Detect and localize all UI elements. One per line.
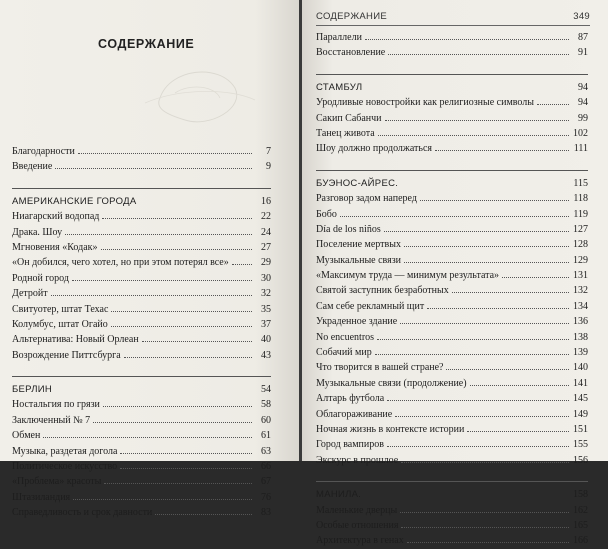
toc-entry-page-number: 22 [261, 211, 271, 223]
toc-entry [12, 286, 271, 301]
toc-entry-title: Ностальгия по грязи [12, 399, 100, 411]
spacer [12, 363, 271, 371]
toc-entry-page-number: 140 [573, 362, 588, 374]
toc-entry [316, 330, 588, 345]
toc-entry-page-number: 134 [573, 300, 588, 312]
toc-entry-page-number: 111 [573, 143, 588, 155]
toc-entry-page-number: 32 [261, 288, 271, 300]
toc-entry [12, 428, 271, 443]
toc-entry-title: Город вампиров [316, 439, 384, 451]
toc-entry [12, 474, 271, 489]
toc-entry [316, 453, 588, 468]
toc-entry-page-number: 156 [573, 454, 588, 466]
toc-section-heading-page-number: 16 [261, 195, 271, 207]
toc-entry-page-number: 83 [261, 507, 271, 519]
toc-section-heading [12, 382, 271, 397]
toc-entry-title: Сам себе рекламный щит [316, 300, 425, 312]
toc-entry [316, 314, 588, 329]
toc-entry-page-number: 119 [573, 208, 588, 220]
toc-entry-title: Уродливые новостройки как религиозные символы [316, 97, 535, 109]
toc-entry-page-number: 91 [578, 47, 588, 59]
toc-entry-page-number: 166 [573, 535, 588, 547]
dot-leader [43, 437, 252, 438]
toc-entry-title: Родной город [12, 272, 69, 284]
dot-leader [470, 385, 569, 386]
toc-entry [316, 299, 588, 314]
dot-leader [120, 468, 252, 469]
dot-leader [404, 262, 569, 263]
dot-leader [73, 499, 252, 500]
dot-leader [111, 311, 252, 312]
toc-entry [316, 126, 588, 141]
toc-entry-page-number: 40 [261, 334, 271, 346]
left-page [0, 0, 300, 519]
section-rule [12, 188, 271, 189]
dot-leader [400, 512, 569, 513]
toc-entry [12, 302, 271, 317]
dot-leader [404, 246, 569, 247]
toc-entry [316, 345, 588, 360]
dot-leader [124, 357, 252, 358]
toc-entry-title: Политическое искусство [12, 461, 118, 473]
toc-entry-page-number: 145 [573, 393, 588, 405]
toc-entry-title: Музыкальные связи (продолжение) [316, 377, 467, 389]
toc-entry-page-number: 139 [573, 347, 588, 359]
dot-leader [103, 406, 252, 407]
toc-entry-page-number: 132 [573, 285, 588, 297]
toc-entry-title: Обмен [12, 430, 41, 442]
toc-section-heading-page-number: 54 [261, 384, 271, 396]
toc-section-heading [316, 176, 588, 191]
dot-leader [395, 416, 569, 417]
running-head: СОДЕРЖАНИЕ [316, 11, 387, 22]
toc-entry-page-number: 141 [573, 377, 588, 389]
toc-entry-page-number: 24 [261, 226, 271, 238]
section-rule [316, 481, 588, 482]
toc-entry-title: Музыкальные связи [316, 254, 402, 266]
toc-entry [316, 407, 588, 422]
toc-entry-title: Музыка, раздетая догола [12, 445, 118, 457]
toc-entry-page-number: 136 [573, 316, 588, 328]
dot-leader [387, 446, 569, 447]
toc-entry-page-number: 127 [573, 223, 588, 235]
toc-entry [316, 437, 588, 452]
toc-entry-page-number: 151 [573, 423, 588, 435]
toc-entry-title: Колумбус, штат Огайо [12, 318, 108, 330]
spacer [316, 157, 588, 165]
spacer [12, 175, 271, 183]
toc-entry [12, 348, 271, 363]
toc-entry-page-number: 7 [266, 146, 271, 157]
toc-entry [12, 490, 271, 505]
toc-entry-title: Святой заступник безработных [316, 285, 449, 297]
toc-entry-title: Украденное здание [316, 316, 398, 328]
toc-entry [316, 376, 588, 391]
toc-entry-page-number: 27 [261, 241, 271, 253]
dot-leader [446, 369, 569, 370]
toc-entry [12, 505, 271, 520]
toc-entry [316, 237, 588, 252]
toc-entry [12, 255, 271, 270]
toc-entry [316, 503, 588, 518]
toc-entry-title: Драка. Шоу [12, 226, 63, 238]
toc-entry-title: Ночная жизнь в контексте истории [316, 423, 465, 435]
toc-entry [316, 518, 588, 533]
toc-entry-page-number: 162 [573, 504, 588, 516]
toc-entry [316, 253, 588, 268]
dot-leader [340, 216, 569, 217]
toc-entry [316, 422, 588, 437]
toc-entry [12, 271, 271, 286]
dot-leader [427, 308, 569, 309]
toc-entry-title: Штазиландия [12, 491, 71, 503]
toc-entry [316, 30, 588, 45]
toc-entry-page-number: 37 [261, 318, 271, 330]
toc-entry-title: Свитуотер, штат Техас [12, 303, 109, 315]
toc-section-heading-page-number: 158 [573, 489, 588, 501]
toc-entry-page-number: 63 [261, 445, 271, 457]
spacer [316, 61, 588, 69]
toc-section-heading-title: СТАМБУЛ [316, 81, 363, 93]
dot-leader [155, 514, 252, 515]
toc-entry-page-number: 87 [578, 32, 588, 43]
toc-entry-page-number: 58 [261, 399, 271, 411]
toc-entry-title: Возрождение Питтсбурга [12, 349, 121, 361]
dot-leader [72, 280, 252, 281]
toc-entry-title: Собачий мир [316, 347, 372, 359]
toc-entry-page-number: 155 [573, 439, 588, 451]
dot-leader [93, 422, 252, 423]
dot-leader [502, 277, 569, 278]
toc-entry-page-number: 29 [261, 257, 271, 269]
spacer [316, 468, 588, 476]
toc-entry-title: «Максимум труда — минимум результата» [316, 270, 500, 282]
toc-entry [12, 413, 271, 428]
toc-entry-title: Разговор задом наперед [316, 193, 417, 205]
toc-entry [12, 225, 271, 240]
toc-entry-title: Особые отношения [316, 519, 399, 531]
dot-leader [375, 354, 569, 355]
toc-entry-title: Альтернатива: Новый Орлеан [12, 334, 139, 346]
dot-leader [435, 150, 569, 151]
toc-entry [316, 391, 588, 406]
dot-leader [232, 264, 252, 265]
toc-section-heading-page-number: 115 [573, 177, 588, 189]
toc-section-heading-title: БЕРЛИН [12, 384, 53, 396]
toc-entry-page-number: 43 [261, 349, 271, 361]
toc-section-heading-title: АМЕРИКАНСКИЕ ГОРОДА [12, 195, 137, 207]
toc-entry [12, 459, 271, 474]
toc-entry-title: Алтарь футбола [316, 393, 385, 405]
dot-leader [420, 200, 569, 201]
dot-leader [120, 453, 252, 454]
dot-leader [365, 39, 569, 40]
left-toc [12, 144, 271, 521]
dot-leader [407, 542, 569, 543]
toc-entry-title: Бобо [316, 208, 337, 220]
toc-entry-page-number: 61 [261, 430, 271, 442]
toc-entry-page-number: 66 [261, 461, 271, 473]
page-number: 349 [573, 11, 590, 22]
section-rule [316, 74, 588, 75]
toc-section-heading-title: МАНИЛА. [316, 489, 362, 501]
toc-entry-title: Ниагарский водопад [12, 211, 100, 223]
toc-entry-page-number: 35 [261, 303, 271, 315]
toc-entry [12, 397, 271, 412]
toc-entry-title: Что творится в вашей стране? [316, 362, 444, 374]
toc-entry [12, 144, 271, 159]
dot-leader [385, 120, 569, 121]
dot-leader [111, 326, 252, 327]
dot-leader [388, 54, 569, 55]
toc-entry-title: «Проблема» красоты [12, 476, 102, 488]
dot-leader [378, 135, 569, 136]
toc-entry-title: «Он добился, чего хотел, но при этом потерял все» [12, 257, 229, 269]
toc-entry-title: Архитектура в генах [316, 535, 404, 547]
dot-leader [401, 462, 569, 463]
toc-entry-title: Экскурс в прошлое [316, 454, 399, 466]
toc-entry [316, 360, 588, 375]
toc-entry-page-number: 94 [578, 97, 588, 109]
dot-leader [537, 104, 569, 105]
toc-entry-page-number: 131 [573, 270, 588, 282]
dot-leader [387, 400, 569, 401]
toc-entry-page-number: 76 [261, 491, 271, 503]
dot-leader [51, 295, 252, 296]
dot-leader [65, 234, 252, 235]
toc-entry [12, 444, 271, 459]
page-title: СОДЕРЖАНИЕ [98, 37, 195, 51]
right-toc [316, 30, 588, 549]
toc-entry-page-number: 165 [573, 519, 588, 531]
dot-leader [101, 249, 252, 250]
toc-entry-title: No encuentros [316, 331, 375, 343]
toc-entry [316, 45, 588, 60]
toc-entry-title: Мгновения «Кодак» [12, 241, 98, 253]
toc-entry-page-number: 60 [261, 414, 271, 426]
toc-entry-title: Маленькие дверцы [316, 504, 398, 516]
dot-leader [78, 153, 252, 154]
toc-section-heading-page-number: 94 [578, 81, 588, 93]
toc-entry-page-number: 9 [266, 161, 271, 173]
toc-entry-page-number: 149 [573, 408, 588, 420]
toc-entry-page-number: 99 [578, 112, 588, 124]
toc-entry [316, 268, 588, 283]
toc-section-heading-title: БУЭНОС-АЙРЕС. [316, 177, 399, 189]
toc-entry-page-number: 67 [261, 476, 271, 488]
toc-entry-title: Благодарности [12, 146, 75, 157]
toc-entry-title: Облагораживание [316, 408, 393, 420]
toc-section-heading [316, 80, 588, 95]
toc-entry-title: Параллели [316, 32, 362, 43]
toc-entry [316, 533, 588, 548]
toc-entry-title: Сакип Сабанчи [316, 112, 382, 124]
toc-entry-title: Заключенный № 7 [12, 414, 91, 426]
dot-leader [102, 218, 252, 219]
toc-entry-page-number: 138 [573, 331, 588, 343]
section-rule [316, 170, 588, 171]
toc-entry [316, 141, 588, 156]
toc-entry [316, 191, 588, 206]
toc-entry-title: Справедливость и срок давности [12, 507, 153, 519]
dot-leader [377, 339, 569, 340]
toc-entry-title: Día de los niños [316, 223, 381, 235]
toc-entry-title: Восстановление [316, 47, 386, 59]
faint-sketch-illustration [140, 58, 260, 138]
header-rule [316, 25, 590, 26]
toc-entry-title: Танец живота [316, 127, 375, 139]
dot-leader [384, 231, 569, 232]
toc-entry [12, 240, 271, 255]
toc-entry-page-number: 102 [573, 127, 588, 139]
toc-section-heading [316, 487, 588, 502]
dot-leader [55, 168, 252, 169]
dot-leader [452, 292, 569, 293]
toc-entry [12, 317, 271, 332]
toc-entry-title: Шоу должно продолжаться [316, 143, 432, 155]
toc-entry [12, 159, 271, 174]
toc-entry-page-number: 118 [573, 193, 588, 205]
toc-entry [316, 207, 588, 222]
section-rule [12, 376, 271, 377]
dot-leader [467, 431, 569, 432]
toc-entry [316, 283, 588, 298]
dot-leader [142, 341, 252, 342]
toc-entry [12, 209, 271, 224]
dot-leader [104, 483, 252, 484]
toc-entry-title: Поселение мертвых [316, 239, 401, 251]
right-page [302, 0, 608, 547]
toc-entry [12, 332, 271, 347]
toc-entry-page-number: 128 [573, 239, 588, 251]
toc-section-heading [12, 194, 271, 209]
toc-entry [316, 95, 588, 110]
toc-entry [316, 222, 588, 237]
toc-entry-page-number: 30 [261, 272, 271, 284]
toc-entry-title: Введение [12, 161, 53, 173]
dot-leader [401, 527, 569, 528]
toc-entry [316, 111, 588, 126]
toc-entry-title: Детройт [12, 288, 48, 300]
dot-leader [400, 323, 569, 324]
toc-entry-page-number: 129 [573, 254, 588, 266]
